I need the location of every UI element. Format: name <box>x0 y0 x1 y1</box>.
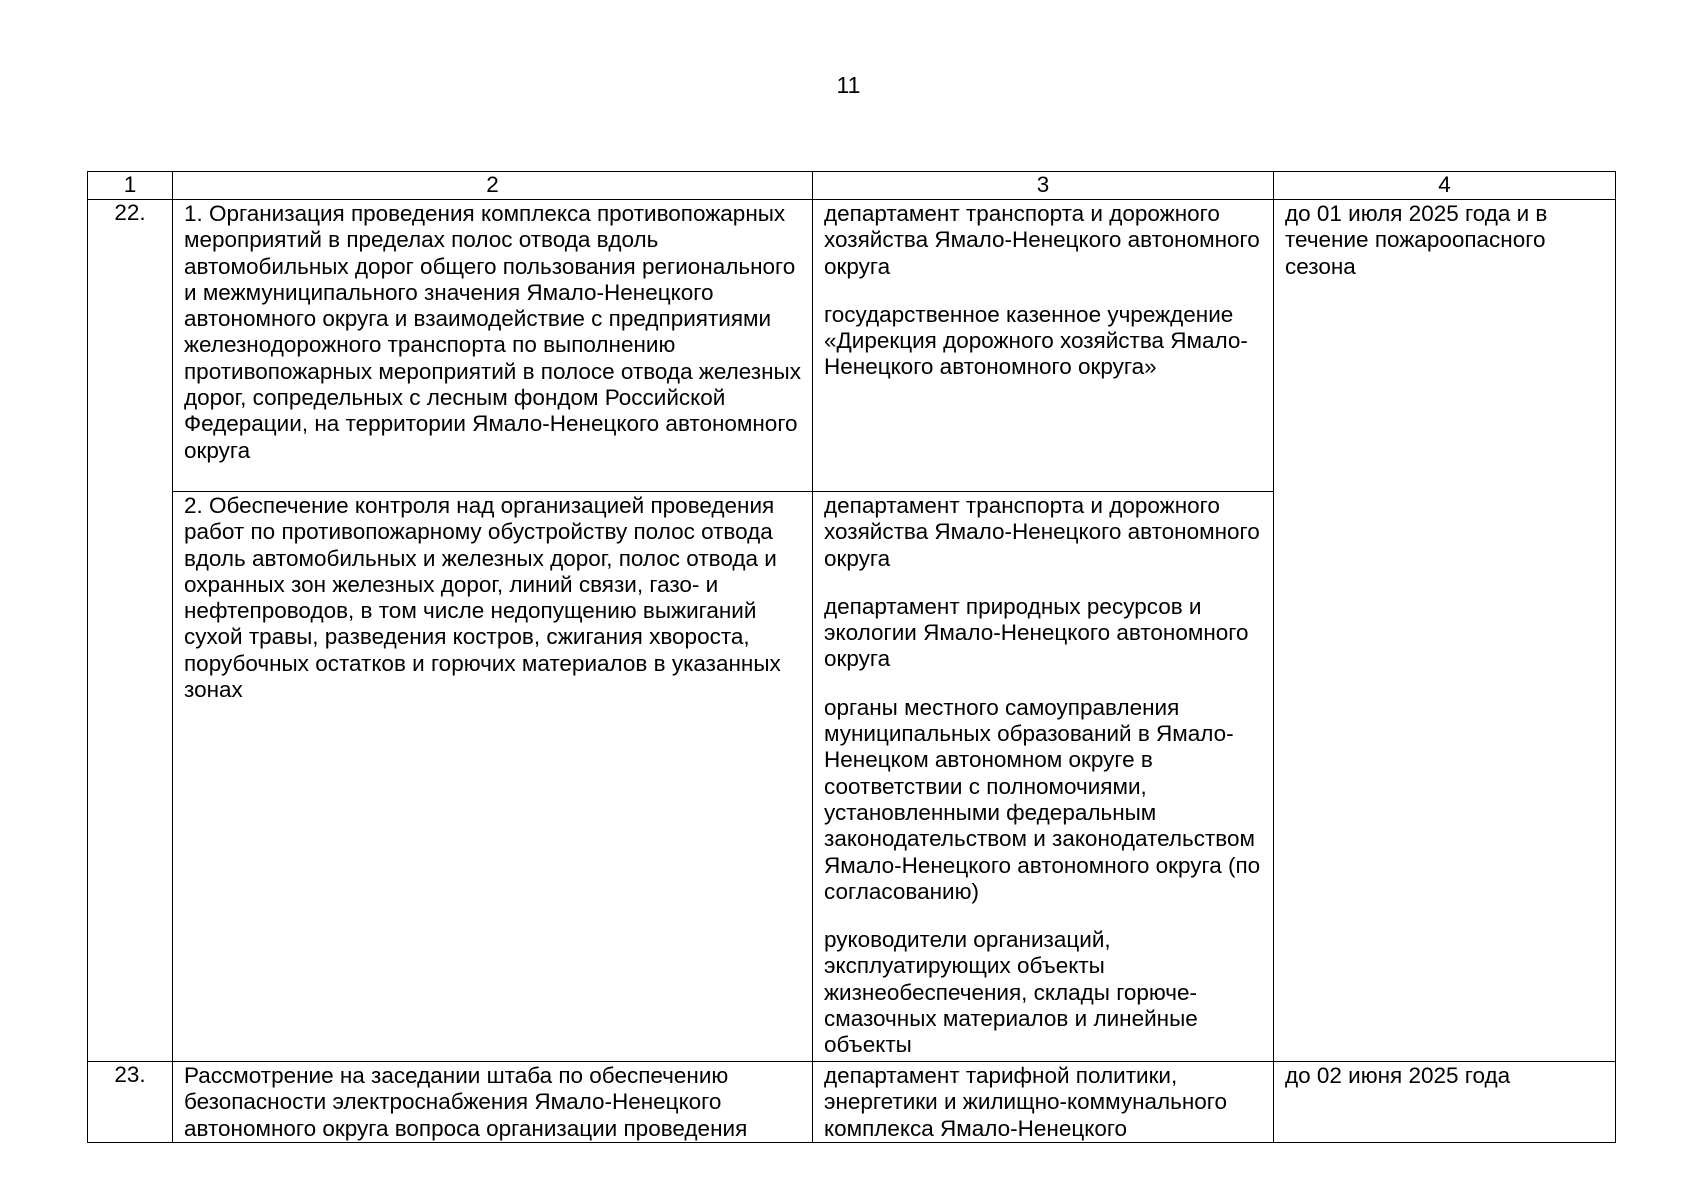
responsible-cell <box>813 1062 1274 1143</box>
column-header-3: 3 <box>813 172 1274 200</box>
action-text: 1. Организация проведения комплекса противопожарных мероприятий в пределах полос отвода вдоль автомобильных дорог общего пользования регионального и межмуниципального значения Ямало-Ненецкого автономного округа и взаимодействие с предприятиями железнодорожного транспорта по выполнению противопожарных мероприятий в полосе отвода железных дорог, сопредельных с лесным фондом Российской Федерации, на территории Ямало-Ненецкого автономного округа <box>184 201 801 463</box>
action-cell <box>173 492 813 1062</box>
action-cell <box>173 1062 813 1143</box>
table-row <box>88 1062 1616 1143</box>
responsible-entry: департамент тарифной политики, энергетики и жилищно-коммунального комплекса Ямало-Ненецкого <box>824 1063 1228 1141</box>
column-header-4: 4 <box>1274 172 1616 200</box>
responsible-entry: органы местного самоуправления муниципальных образований в Ямало-Ненецком автономном округе в соответствии с полномочиями, установленными федеральным законодательством и законодательством Ямало-Ненецкого автономного округа (по согласованию) <box>824 694 1261 904</box>
action-text: Рассмотрение на заседании штаба по обеспечению безопасности электроснабжения Ямало-Ненецкого автономного округа вопроса организации проведения <box>184 1063 748 1141</box>
row-number <box>88 200 173 1062</box>
responsible-cell <box>813 200 1274 492</box>
deadline-text: до 02 июня 2025 года <box>1285 1063 1511 1088</box>
responsible-cell <box>813 492 1274 1062</box>
column-header-1: 1 <box>88 172 173 200</box>
table-row <box>88 200 1616 492</box>
responsible-entry: департамент транспорта и дорожного хозяйства Ямало-Ненецкого автономного округа <box>824 201 1260 279</box>
row-number <box>88 1062 173 1143</box>
row-number-text: 22. <box>114 200 146 225</box>
action-text: 2. Обеспечение контроля над организацией проведения работ по противопожарному обустройству полос отвода вдоль автомобильных и железных дорог, полос отвода и охранных зон железных дорог, линий связи, газо- и нефтепроводов, в том числе недопущению выжиганий сухой травы, разведения костров, сжигания хвороста, порубочных остатков и горючих материалов в указанных зонах <box>184 493 781 703</box>
responsible-entry: руководители организаций, эксплуатирующих объекты жизнеобеспечения, склады горюче-смазочных материалов и линейные объекты <box>824 927 1198 1058</box>
responsible-entry: департамент природных ресурсов и экологии Ямало-Ненецкого автономного округа <box>824 593 1249 672</box>
deadline-cell <box>1274 1062 1616 1143</box>
deadline-text: до 01 июля 2025 года и в течение пожароопасного сезона <box>1285 201 1548 279</box>
table-header-row <box>88 172 1616 200</box>
row-number-text: 23. <box>114 1062 146 1087</box>
responsible-entry: департамент транспорта и дорожного хозяйства Ямало-Ненецкого автономного округа <box>824 493 1260 571</box>
column-header-2: 2 <box>173 172 813 200</box>
page-number: 11 <box>836 72 861 98</box>
deadline-cell <box>1274 200 1616 1062</box>
responsible-entry: государственное казенное учреждение «Дирекция дорожного хозяйства Ямало-Ненецкого автономного округа» <box>824 301 1248 380</box>
measures-table <box>87 171 1616 1143</box>
action-cell <box>173 200 813 492</box>
